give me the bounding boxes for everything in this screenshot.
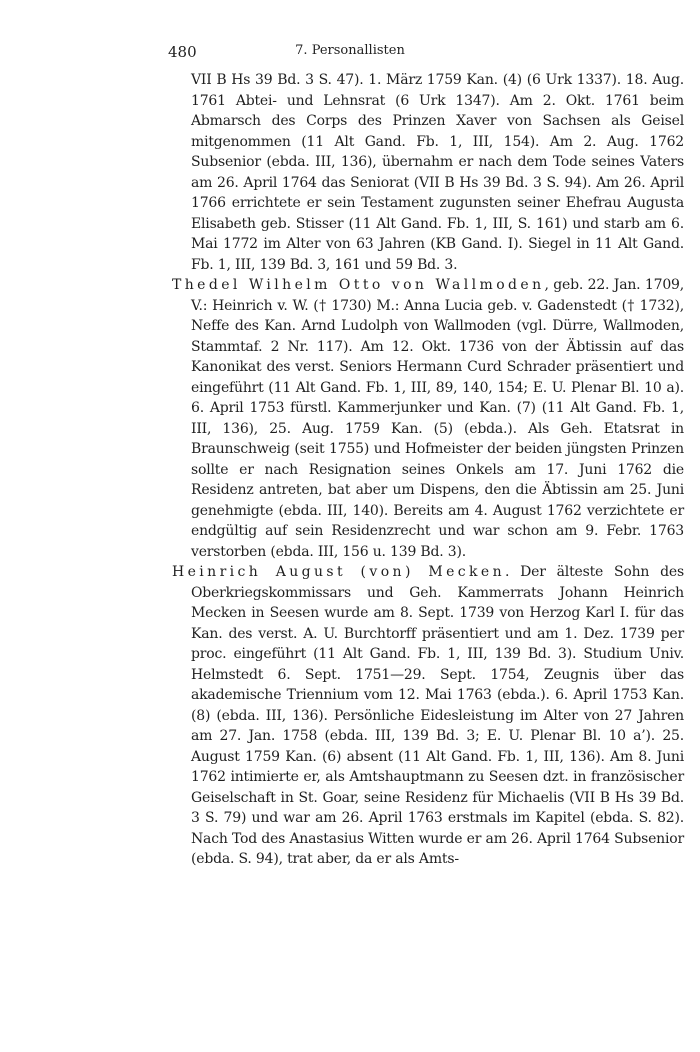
entry-text: VII B Hs 39 Bd. 3 S. 47). 1. März 1759 Kan. (4) (6 Urk 1337). 18. Aug. 1761 Abtei- und Lehnsrat (6 Urk 1347). Am 2. Okt. 1761 beim Abmarsch des Corps des Prinzen Xaver von Sachsen als Geisel mitgenommen (11 Alt Gand. Fb. 1, III, 154). Am 2. Aug. 1762 Subsenior (ebda. III, 136), übernahm er nach dem Tode seines Vaters am 26. April 1764 das Seniorat (VII B Hs 39 Bd. 3 S. 94). Am 26. April 1766 errichtete er sein Testament zugunsten seiner Ehefrau Augusta Elisabeth geb. Stisser (11 Alt Gand. Fb. 1, III, S. 161) und starb am 6. Mai 1772 im Alter von 63 Jahren (KB Gand. I). Siegel in 11 Alt Gand. Fb. 1, III, 139 Bd. 3, 161 und 59 Bd. 3. xyxy=(191,72,684,273)
page-number: 480 xyxy=(168,43,197,61)
entry-text: , geb. 22. Jan. 1709, V.: Heinrich v. W. († 1730) M.: Anna Lucia geb. v. Gadenstedt († 1732), Neffe des Kan. Arnd Ludolph von Wallmoden (vgl. Dürre, Wallmoden, Stammtaf. 2 Nr. 117). Am 12. Okt. 1736 von der Äbtissin auf das Kanonikat des verst. Seniors Hermann Curd Schrader präsentiert und eingeführt (11 Alt Gand. Fb. 1, III, 89, 140, 154; E. U. Plenar Bl. 10 a). 6. April 1753 fürstl. Kammerjunker und Kan. (7) (11 Alt Gand. Fb. 1, III, 136), 25. Aug. 1759 Kan. (5) (ebda.). Als Geh. Etatsrat in Braunschweig (seit 1755) und Hofmeister der beiden jüngsten Prinzen sollte er nach Resignation seines Onkels am 17. Juni 1762 die Residenz antreten, bat aber um Dispens, den die Äbtissin am 25. Juni genehmigte (ebda. III, 140). Bereits am 4. August 1762 verzichtete er endgültig auf sein Residenzrecht und war schon am 9. Febr. 1763 verstorben (ebda. III, 156 u. 139 Bd. 3). xyxy=(191,277,684,560)
entry-wallmoden xyxy=(172,275,684,562)
entry-text: . Der älteste Sohn des Oberkriegskommissars und Geh. Kammerrats Johann Heinrich Mecken in Seesen wurde am 8. Sept. 1739 von Herzog Karl I. für das Kan. des verst. A. U. Burchtorff präsentiert und am 1. Dez. 1739 per proc. eingeführt (11 Alt Gand. Fb. 1, III, 139 Bd. 3). Studium Univ. Helmstedt 6. Sept. 1751—29. Sept. 1754, Zeugnis über das akademische Triennium vom 12. Mai 1763 (ebda.). 6. April 1753 Kan. (8) (ebda. III, 136). Persönliche Eidesleistung im Alter von 27 Jahren am 27. Jan. 1758 (ebda. III, 139 Bd. 3; E. U. Plenar Bl. 10 a’). 25. August 1759 Kan. (6) absent (11 Alt Gand. Fb. 1, III, 136). Am 8. Juni 1762 intimierte er, als Amtshauptmann zu Seesen dzt. in französischer Geiselschaft in St. Goar, seine Residenz für Michaelis (VII B Hs 39 Bd. 3 S. 79) und war am 26. April 1763 erstmals im Kapitel (ebda. S. 82). Nach Tod des Anastasius Witten wurde er am 26. April 1764 Subsenior (ebda. S. 94), trat aber, da er als Amts- xyxy=(191,564,684,867)
running-head: 7. Personallisten xyxy=(295,43,405,58)
entry-continuation xyxy=(172,70,684,275)
page-body xyxy=(172,70,684,870)
entry-name: Heinrich August (von) Mecken xyxy=(172,564,505,580)
entry-mecken xyxy=(172,562,684,870)
entry-name: Thedel Wilhelm Otto von Wallmoden xyxy=(172,277,545,293)
